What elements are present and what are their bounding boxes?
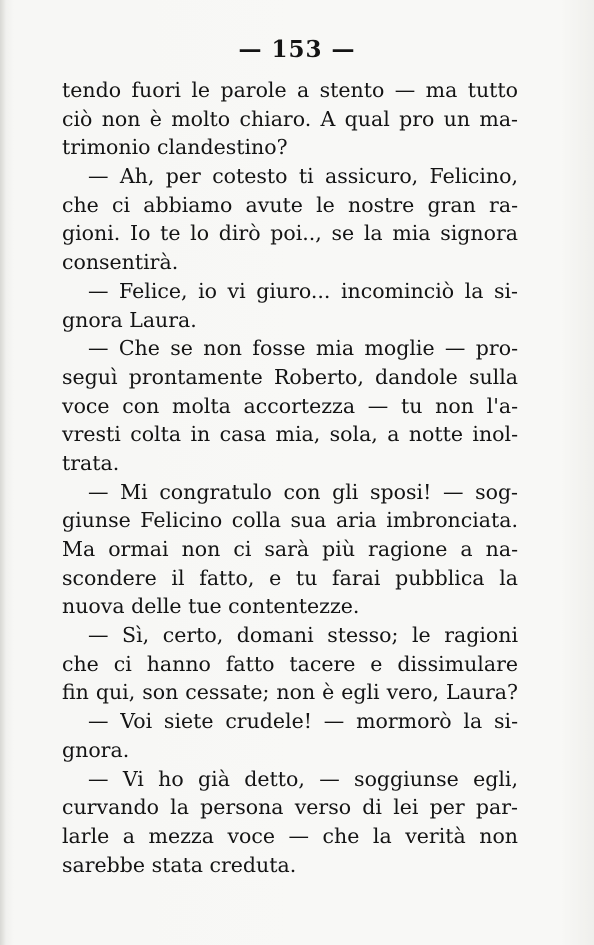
text-line: gioni. Io te lo dirò poi.., se la mia signora	[62, 221, 518, 246]
body-text	[62, 76, 518, 879]
text-line: — Ah, per cotesto ti assicuro, Felicino,	[88, 164, 518, 189]
text-line: — Voi siete crudele! — mormorò la si-	[88, 709, 518, 734]
page-binding-shadow	[0, 0, 6, 945]
text-line: — Che se non fosse mia moglie — pro-	[88, 336, 518, 361]
text-line: seguì prontamente Roberto, dandole sulla	[62, 364, 518, 389]
text-line: — Felice, io vi giuro... incominciò la si-	[88, 278, 518, 303]
text-line: consentirà.	[62, 250, 179, 275]
text-line: giunse Felicino colla sua aria imbronciata.	[62, 508, 518, 533]
text-line: che ci hanno fatto tacere e dissimulare	[62, 651, 518, 676]
page-number: — 153 —	[238, 36, 356, 63]
text-line: trimonio clandestino?	[62, 135, 288, 160]
text-line: — Sì, certo, domani stesso; le ragioni	[88, 623, 518, 648]
text-line: voce con molta accortezza — tu non l'a-	[62, 393, 518, 418]
text-line: Ma ormai non ci sarà più ragione a na-	[62, 537, 518, 561]
text-line: fin qui, son cessate; non è egli vero, Laura?	[62, 680, 518, 705]
text-line: trata.	[62, 450, 120, 475]
text-line: curvando la persona verso di lei per par-	[62, 795, 518, 820]
text-line: scondere il fatto, e tu farai pubblica la	[62, 565, 518, 590]
text-line: — Vi ho già detto, — soggiunse egli,	[88, 766, 518, 791]
text-line: sarebbe stata creduta.	[62, 852, 297, 877]
text-line: vresti colta in casa mia, sola, a notte inol-	[62, 422, 518, 447]
text-line: — Mi congratulo con gli sposi! — sog-	[88, 479, 518, 504]
text-line: larle a mezza voce — che la verità non	[62, 823, 518, 848]
text-line: che ci abbiamo avute le nostre gran ra-	[62, 192, 518, 217]
text-line: nuova delle tue contentezze.	[62, 594, 360, 619]
text-line: ciò non è molto chiaro. A qual pro un ma-	[62, 106, 518, 131]
text-line: gnora Laura.	[62, 307, 197, 332]
text-line: gnora.	[62, 737, 130, 762]
text-line: tendo fuori le parole a stento — ma tutto	[62, 78, 518, 102]
